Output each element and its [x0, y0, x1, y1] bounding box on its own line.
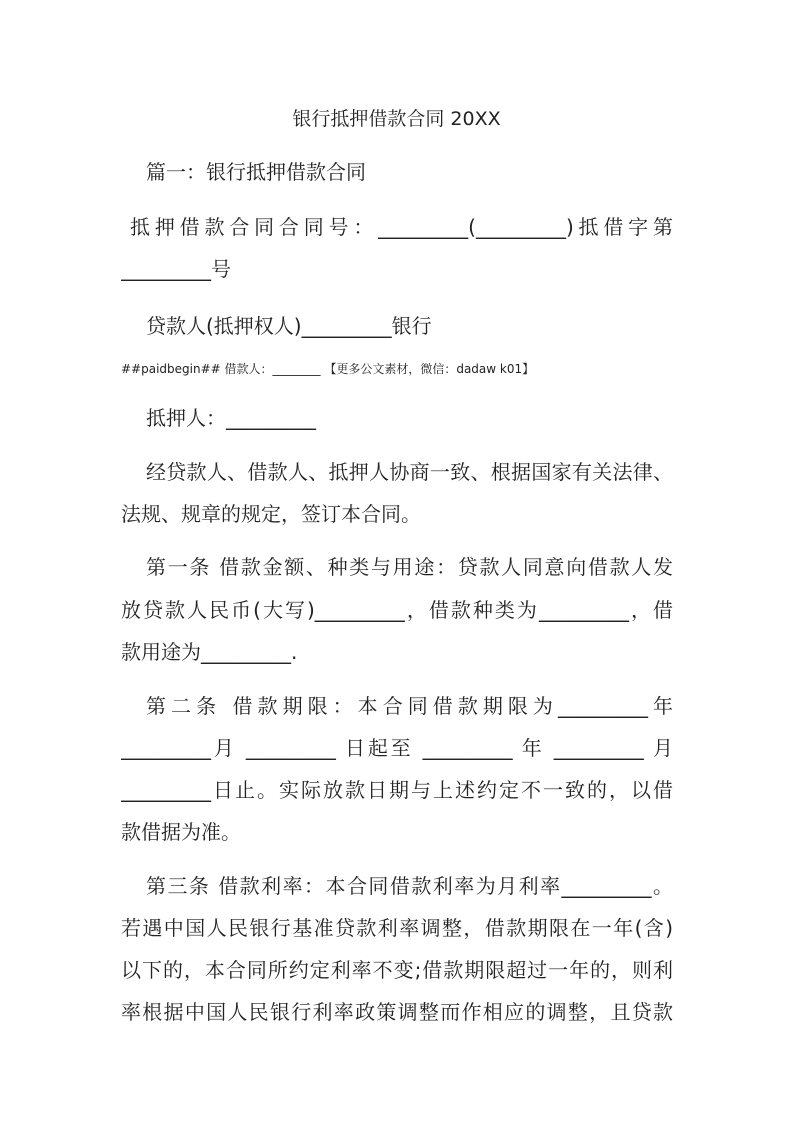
- article-three-line-1: 第三条 借款利率：本合同借款利率为月利率_________。: [146, 874, 673, 898]
- article-three-line-2: 若遇中国人民银行基准贷款利率调整，借款期限在一年(含): [121, 916, 673, 940]
- section-heading: 篇一：银行抵押借款合同: [146, 160, 366, 184]
- lender-line: 贷款人(抵押权人)_________银行: [146, 314, 432, 338]
- article-one-line-3: 款用途为_________.: [121, 640, 298, 664]
- contract-number-suffix: _________号: [121, 257, 231, 281]
- article-one-line-2: 放贷款人民币(大写)_________，借款种类为_________，借: [121, 598, 673, 622]
- article-two-line-2: _________月 _________ 日起至 _________ 年 _________ 月: [121, 736, 673, 760]
- article-one-line-1: 第一条 借款金额、种类与用途：贷款人同意向借款人发: [146, 555, 673, 579]
- mortgagor-line: 抵押人：_________: [146, 406, 316, 430]
- article-three-line-3: 以下的，本合同所约定利率不变;借款期限超过一年的，则利: [121, 958, 673, 982]
- article-two-line-3: _________日止。实际放款日期与上述约定不一致的，以借: [121, 778, 673, 802]
- article-three-line-4: 率根据中国人民银行利率政策调整而作相应的调整，且贷款: [121, 1000, 673, 1024]
- preamble-line-2: 法规、规章的规定，签订本合同。: [121, 502, 421, 526]
- document-title: 银行抵押借款合同 20XX: [292, 108, 501, 130]
- borrower-note-line: ##paidbegin## 借款人：________ 【更多公文素材，微信：dadaw k01】: [121, 362, 535, 376]
- preamble-line-1: 经贷款人、借款人、抵押人协商一致、根据国家有关法律、: [146, 460, 673, 484]
- contract-number-line: 抵押借款合同合同号：_________(_________)抵借字第: [130, 215, 673, 239]
- article-two-line-1: 第二条 借款期限：本合同借款期限为_________年: [146, 694, 673, 718]
- article-two-line-4: 款借据为准。: [121, 820, 241, 844]
